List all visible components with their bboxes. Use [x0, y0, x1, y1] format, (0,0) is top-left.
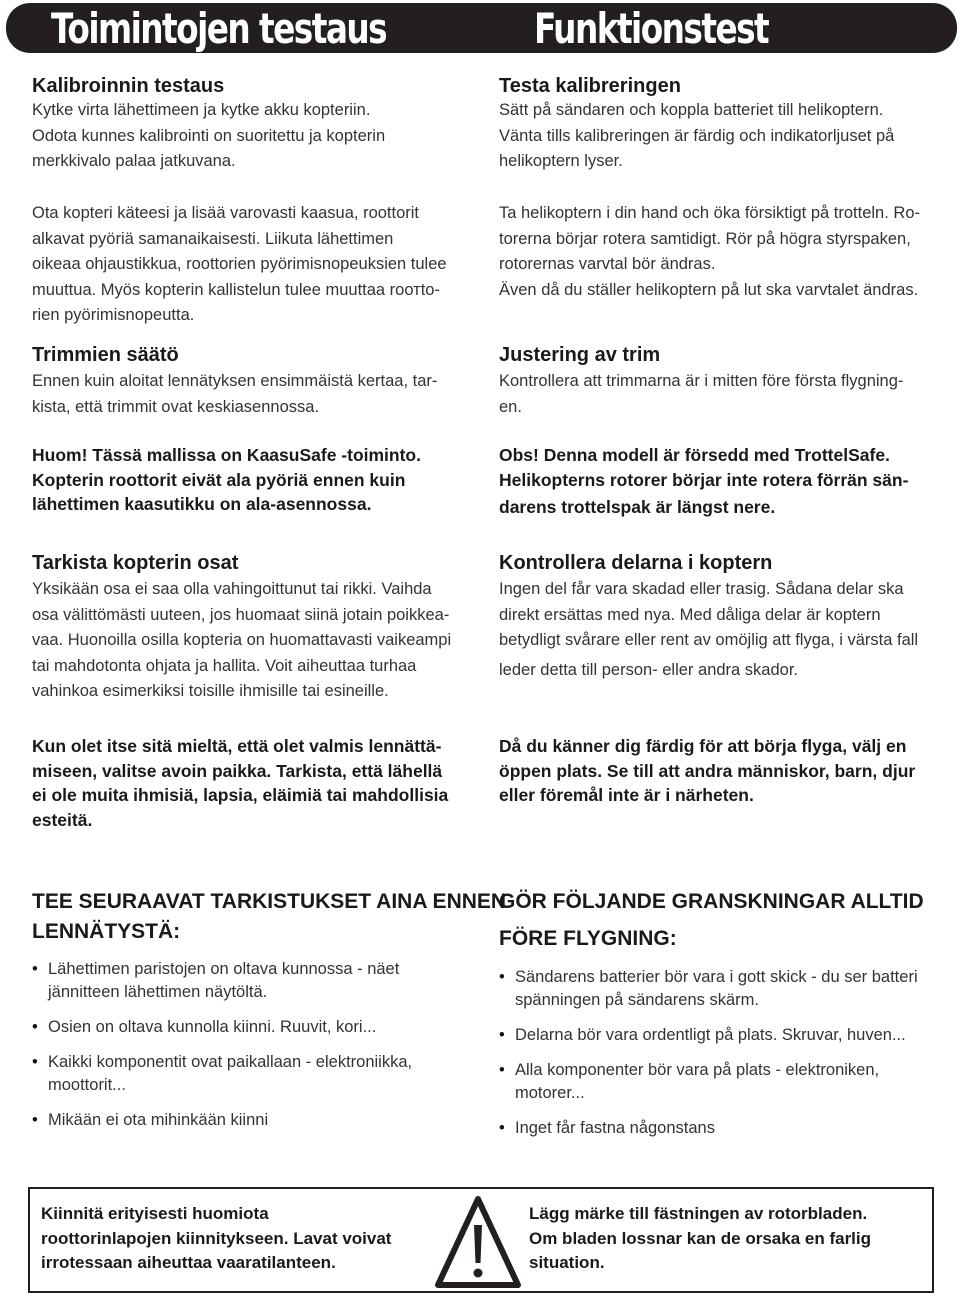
calibration-text: Sätt på sändaren och koppla batteriet till helikoptern. Vänta tills kalibreringen är färdig och indikatorljuset på helikoptern lyser. — [499, 101, 895, 170]
list-item: • Kaikki komponentit ovat paikallaan - elektroniikka, moottorit... — [32, 1051, 412, 1097]
trim-heading: Trimmien säätö — [32, 344, 179, 366]
trim-heading: Justering av trim — [499, 344, 661, 366]
calibration-heading: Kalibroinnin testaus — [32, 75, 225, 97]
list-item: • Mikään ei ota mihinkään kiinni — [32, 1109, 412, 1132]
list-item: • Osien on oltava kunnolla kiinni. Ruuvit, kori... — [32, 1016, 412, 1039]
throttle-test-text: Ota kopteri käteesi ja lisää varovasti kaasua, roottorit alkavat pyöriä samanaikaisesti. Liikuta lähettimen oikeaa ohjaustikkua, roottorien pyörimisnopeuksien tulee muuttua. Myös kopterin kallistelun tulee muuttaa roотto- rien pyörimisnopeutta. — [32, 204, 447, 324]
throttle-safe-note: Obs! Denna modell är försedd med TrottelSafe. Helikopterns rotorer börjar inte rotera förrän sän- darens trottelspak är längst nere. — [499, 445, 909, 517]
title-finnish: Toimintojen testaus — [51, 4, 387, 53]
warning-text-finnish: Kiinnitä erityisesti huomiota roottorinlapojen kiinnitykseen. Lavat voivat irrotessaan aiheuttaa vaaratilanteen. — [41, 1204, 392, 1272]
title-swedish: Funktionstest — [534, 4, 769, 53]
parts-heading: Tarkista kopterin osat — [32, 552, 239, 574]
checks-heading: TEE SEURAAVAT TARKISTUKSET AINA ENNEN LENNÄTYSTÄ: — [32, 890, 507, 943]
checks-list — [32, 958, 412, 1132]
list-item: • Alla komponenter bör vara på plats - elektroniken, motorer... — [499, 1059, 918, 1105]
list-item: • Sändarens batterier bör vara i gott skick - du ser batteri spänningen på sändarens skärm. — [499, 966, 918, 1012]
parts-text: Ingen del får vara skadad eller trasig. Sådana delar ska direkt ersättas med nya. Med dåliga delar är koptern betydligt svårare eller rent av omöjlig att flyga, i värsta fall leder detta till person- eller andra skador. — [499, 580, 919, 679]
ready-to-fly-note: Då du känner dig färdig för att börja flyga, välj en öppen plats. Se till att andra människor, barn, djur eller föremål inte är i närheten. — [499, 736, 916, 805]
trim-text: Kontrollera att trimmarna är i mitten före första flygning- en. — [499, 372, 904, 416]
calibration-heading: Testa kalibreringen — [499, 75, 681, 97]
list-item: • Delarna bör vara ordentligt på plats. Skruvar, huven... — [499, 1024, 918, 1047]
rotor-blade-warning-box — [28, 1187, 934, 1293]
warning-text-swedish: Lägg märke till fästningen av rotorbladen. Om bladen lossnar kan de orsaka en farlig situation. — [529, 1204, 872, 1272]
trim-text: Ennen kuin aloitat lennätyksen ensimmäistä kertaa, tar- kista, että trimmit ovat keskiasennossa. — [32, 372, 438, 416]
calibration-text: Kytke virta lähettimeen ja kytke akku kopteriin. Odota kunnes kalibrointi on suoritettu ja kopterin merkkivalo palaa jatkuvana. — [32, 101, 386, 170]
checks-list — [499, 966, 918, 1140]
warning-triangle-icon — [434, 1195, 522, 1291]
checks-heading: GÖR FÖLJANDE GRANSKNINGAR ALLTID FÖRE FLYGNING: — [499, 890, 924, 950]
parts-text: Yksikään osa ei saa olla vahingoittunut tai rikki. Vaihda osa välittömästi uuteen, jos huomaat siinä jotain poikkea- vaa. Huonoilla osilla kopteria on huomattavasti vaikeampi tai mahdotonta ohjata ja hallita. Voit aiheuttaa turhaa vahinkoa esimerkiksi toisille ihmisille tai esineille. — [32, 580, 452, 700]
ready-to-fly-note: Kun olet itse sitä mieltä, että olet valmis lennättä- miseen, valitse avoin paikka. Tarkista, että lähellä ei ole muita ihmisiä, lapsia, eläimiä tai mahdollisia esteitä. — [32, 736, 449, 830]
throttle-safe-note: Huom! Tässä mallissa on KaasuSafe -toiminto. Kopterin roottorit eivät ala pyöriä ennen kuin lähettimen kaasutikku on ala-asennossa. — [32, 445, 421, 514]
parts-heading: Kontrollera delarna i koptern — [499, 552, 773, 574]
throttle-test-text: Ta helikoptern i din hand och öka försiktigt på trotteln. Ro- torerna börjar rotera samtidigt. Rör på högra styrspaken, rotorernas varvtal bör ändras. Även då du ställer helikoptern på lut ska varvtalet ändras. — [499, 204, 920, 299]
list-item: • Lähettimen paristojen on oltava kunnossa - näet jännitteen lähettimen näytöltä. — [32, 958, 412, 1004]
list-item: • Inget får fastna någonstans — [499, 1117, 918, 1140]
header-bar — [6, 3, 957, 53]
